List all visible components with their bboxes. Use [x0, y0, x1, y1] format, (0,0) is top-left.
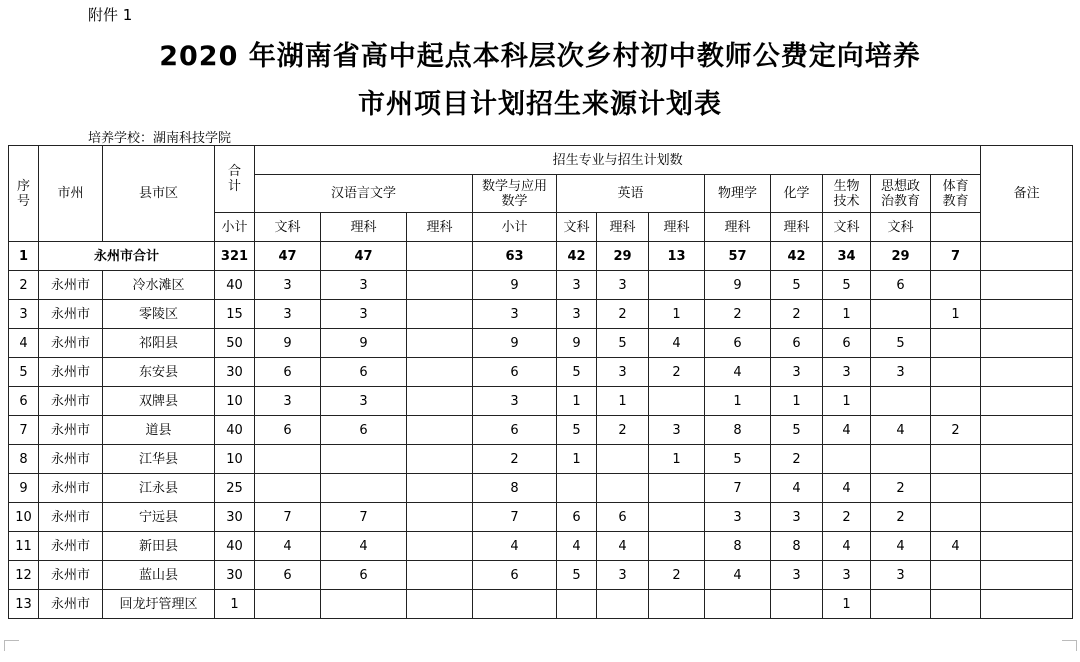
header-chinese-science: 理科	[321, 213, 407, 242]
row-cell: 6	[321, 416, 407, 445]
row-cell: 6	[705, 329, 771, 358]
row-cell: 3	[255, 271, 321, 300]
row-cell: 6	[597, 503, 649, 532]
row-cell: 1	[649, 445, 705, 474]
total-cell: 321	[215, 242, 255, 271]
header-pe-arts: 文科	[871, 213, 931, 242]
row-cell: 3	[771, 358, 823, 387]
row-cell	[705, 590, 771, 619]
row-cell: 3	[321, 387, 407, 416]
row-cell	[981, 329, 1073, 358]
header-english: 英语	[557, 175, 705, 213]
total-cell: 47	[255, 242, 321, 271]
row-cell: 9	[705, 271, 771, 300]
row-cell	[255, 474, 321, 503]
row-cell: 8	[473, 474, 557, 503]
total-cell: 29	[871, 242, 931, 271]
row-cell: 1	[705, 387, 771, 416]
row-cell: 2	[597, 416, 649, 445]
header-remark: 备注	[981, 146, 1073, 242]
row-county: 宁远县	[103, 503, 215, 532]
school-label: 培养学校：湖南科技学院	[88, 131, 232, 146]
row-cell	[931, 358, 981, 387]
row-cell: 3	[823, 561, 871, 590]
row-cell: 4	[557, 532, 597, 561]
row-cell: 5	[871, 329, 931, 358]
header-english-science: 理科	[597, 213, 649, 242]
row-cell	[981, 532, 1073, 561]
page-corner-mark	[1062, 640, 1077, 651]
row-cell	[871, 300, 931, 329]
row-cell: 30	[215, 561, 255, 590]
total-cell: 7	[931, 242, 981, 271]
row-cell: 4	[255, 532, 321, 561]
row-cell: 10	[215, 445, 255, 474]
header-chinese-arts: 文科	[255, 213, 321, 242]
total-label: 永州市合计	[39, 242, 215, 271]
total-cell: 34	[823, 242, 871, 271]
row-cell	[597, 445, 649, 474]
row-cell	[823, 445, 871, 474]
table-row	[9, 590, 1073, 619]
row-cell: 4	[823, 474, 871, 503]
row-city: 永州市	[39, 532, 103, 561]
row-cell: 5	[557, 358, 597, 387]
header-city: 市州	[39, 146, 103, 242]
header-biology: 生物技术	[823, 175, 871, 213]
row-cell: 7	[705, 474, 771, 503]
row-cell	[407, 271, 473, 300]
header-majors-group: 招生专业与招生计划数	[255, 146, 981, 175]
table-row	[9, 445, 1073, 474]
row-cell: 1	[597, 387, 649, 416]
row-cell: 30	[215, 358, 255, 387]
total-row	[9, 242, 1073, 271]
row-cell	[981, 416, 1073, 445]
row-cell: 6	[255, 416, 321, 445]
row-cell: 6	[771, 329, 823, 358]
row-cell: 4	[473, 532, 557, 561]
row-city: 永州市	[39, 445, 103, 474]
total-cell: 29	[597, 242, 649, 271]
row-city: 永州市	[39, 590, 103, 619]
row-cell: 6	[557, 503, 597, 532]
enrollment-plan-table	[8, 145, 1073, 619]
document-title-line1: 2020 年湖南省高中起点本科层次乡村初中教师公费定向培养	[159, 41, 921, 72]
header-physics: 物理学	[705, 175, 771, 213]
table-row	[9, 474, 1073, 503]
row-county: 双牌县	[103, 387, 215, 416]
row-cell	[981, 271, 1073, 300]
row-cell: 1	[931, 300, 981, 329]
table-row	[9, 416, 1073, 445]
row-cell: 2	[649, 561, 705, 590]
row-cell	[649, 271, 705, 300]
row-county: 江永县	[103, 474, 215, 503]
row-seq: 6	[9, 387, 39, 416]
row-cell: 4	[771, 474, 823, 503]
row-cell: 3	[597, 561, 649, 590]
row-cell	[649, 474, 705, 503]
header-math: 数学与应用数学	[473, 175, 557, 213]
row-cell: 2	[473, 445, 557, 474]
row-cell: 2	[871, 474, 931, 503]
row-cell	[649, 503, 705, 532]
row-cell: 3	[771, 503, 823, 532]
row-cell	[931, 445, 981, 474]
row-county: 祁阳县	[103, 329, 215, 358]
row-cell: 9	[473, 271, 557, 300]
row-cell: 4	[705, 358, 771, 387]
row-cell	[407, 416, 473, 445]
row-cell	[871, 590, 931, 619]
row-city: 永州市	[39, 416, 103, 445]
row-cell: 15	[215, 300, 255, 329]
row-cell: 3	[473, 387, 557, 416]
row-cell	[871, 387, 931, 416]
row-cell	[931, 474, 981, 503]
table-row	[9, 503, 1073, 532]
table-row	[9, 358, 1073, 387]
row-cell	[771, 590, 823, 619]
row-cell: 3	[597, 271, 649, 300]
total-cell: 57	[705, 242, 771, 271]
row-cell: 6	[321, 358, 407, 387]
row-seq: 3	[9, 300, 39, 329]
row-cell: 4	[931, 532, 981, 561]
header-english-arts: 文科	[557, 213, 597, 242]
row-cell: 4	[597, 532, 649, 561]
row-cell	[597, 474, 649, 503]
row-seq: 11	[9, 532, 39, 561]
table-row	[9, 300, 1073, 329]
row-seq: 4	[9, 329, 39, 358]
row-cell: 6	[871, 271, 931, 300]
row-cell: 7	[473, 503, 557, 532]
total-cell: 13	[649, 242, 705, 271]
row-cell	[931, 387, 981, 416]
row-cell: 5	[771, 271, 823, 300]
row-cell: 9	[321, 329, 407, 358]
row-cell: 2	[771, 445, 823, 474]
table-row	[9, 271, 1073, 300]
header-chemistry-science: 理科	[705, 213, 771, 242]
row-cell	[321, 445, 407, 474]
row-cell: 3	[705, 503, 771, 532]
row-cell: 5	[823, 271, 871, 300]
header-total: 合计	[215, 146, 255, 213]
row-cell: 2	[823, 503, 871, 532]
row-cell	[981, 300, 1073, 329]
row-cell: 7	[321, 503, 407, 532]
header-row-1	[9, 146, 1073, 175]
row-cell: 10	[215, 387, 255, 416]
row-cell: 4	[649, 329, 705, 358]
header-chinese: 汉语言文学	[255, 175, 473, 213]
row-cell: 3	[321, 300, 407, 329]
row-cell	[981, 474, 1073, 503]
row-cell: 3	[557, 271, 597, 300]
row-cell: 2	[705, 300, 771, 329]
row-cell: 1	[649, 300, 705, 329]
row-cell: 3	[597, 358, 649, 387]
row-county: 回龙圩管理区	[103, 590, 215, 619]
table-row	[9, 561, 1073, 590]
row-county: 蓝山县	[103, 561, 215, 590]
row-county: 江华县	[103, 445, 215, 474]
row-seq: 10	[9, 503, 39, 532]
row-cell: 2	[871, 503, 931, 532]
row-cell	[407, 532, 473, 561]
row-cell: 5	[705, 445, 771, 474]
row-cell	[649, 532, 705, 561]
row-cell: 2	[597, 300, 649, 329]
row-cell: 6	[823, 329, 871, 358]
row-county: 冷水滩区	[103, 271, 215, 300]
row-cell	[407, 387, 473, 416]
row-cell	[931, 590, 981, 619]
row-cell: 3	[473, 300, 557, 329]
row-cell	[407, 503, 473, 532]
row-county: 新田县	[103, 532, 215, 561]
row-seq: 7	[9, 416, 39, 445]
row-city: 永州市	[39, 503, 103, 532]
row-cell: 40	[215, 271, 255, 300]
row-seq: 9	[9, 474, 39, 503]
row-cell: 5	[597, 329, 649, 358]
row-cell	[407, 300, 473, 329]
row-cell: 25	[215, 474, 255, 503]
row-cell: 9	[255, 329, 321, 358]
total-cell: 42	[557, 242, 597, 271]
row-cell	[597, 590, 649, 619]
header-county: 县市区	[103, 146, 215, 242]
attachment-label: 附件 1	[88, 6, 133, 24]
header-biology-science: 理科	[771, 213, 823, 242]
header-pe: 体育教育	[931, 175, 981, 213]
total-cell	[407, 242, 473, 271]
row-cell: 3	[255, 387, 321, 416]
row-cell: 6	[473, 416, 557, 445]
row-seq: 2	[9, 271, 39, 300]
row-cell: 3	[321, 271, 407, 300]
row-cell: 4	[871, 416, 931, 445]
row-city: 永州市	[39, 561, 103, 590]
total-cell	[981, 242, 1073, 271]
row-cell: 1	[557, 445, 597, 474]
row-cell	[473, 590, 557, 619]
row-cell	[557, 590, 597, 619]
row-cell	[407, 590, 473, 619]
header-math-science: 理科	[407, 213, 473, 242]
row-cell	[931, 503, 981, 532]
row-cell	[931, 329, 981, 358]
row-cell	[931, 271, 981, 300]
header-chemistry: 化学	[771, 175, 823, 213]
table-row	[9, 532, 1073, 561]
row-cell: 3	[871, 561, 931, 590]
row-cell: 40	[215, 416, 255, 445]
row-cell: 3	[871, 358, 931, 387]
row-cell: 4	[823, 416, 871, 445]
row-cell	[407, 474, 473, 503]
row-county: 零陵区	[103, 300, 215, 329]
row-cell	[981, 503, 1073, 532]
row-cell	[407, 561, 473, 590]
row-cell	[649, 387, 705, 416]
row-city: 永州市	[39, 387, 103, 416]
row-cell	[407, 329, 473, 358]
row-cell	[255, 445, 321, 474]
row-cell: 5	[557, 561, 597, 590]
row-cell: 1	[557, 387, 597, 416]
row-cell: 8	[705, 532, 771, 561]
row-cell: 8	[705, 416, 771, 445]
row-city: 永州市	[39, 474, 103, 503]
row-cell: 8	[771, 532, 823, 561]
row-cell	[557, 474, 597, 503]
row-cell	[255, 590, 321, 619]
total-seq: 1	[9, 242, 39, 271]
row-cell: 3	[557, 300, 597, 329]
row-seq: 8	[9, 445, 39, 474]
row-cell: 3	[255, 300, 321, 329]
header-chinese-subtotal: 小计	[215, 213, 255, 242]
row-seq: 12	[9, 561, 39, 590]
row-cell: 4	[705, 561, 771, 590]
row-cell: 7	[255, 503, 321, 532]
row-cell: 6	[255, 358, 321, 387]
row-cell	[321, 474, 407, 503]
row-cell: 9	[473, 329, 557, 358]
header-seq: 序号	[9, 146, 39, 242]
row-cell	[981, 445, 1073, 474]
row-cell	[981, 387, 1073, 416]
row-seq: 5	[9, 358, 39, 387]
row-city: 永州市	[39, 358, 103, 387]
row-cell	[871, 445, 931, 474]
row-cell	[981, 358, 1073, 387]
row-cell	[649, 590, 705, 619]
row-cell	[981, 590, 1073, 619]
row-cell	[407, 445, 473, 474]
row-city: 永州市	[39, 329, 103, 358]
row-cell: 4	[871, 532, 931, 561]
row-cell: 4	[321, 532, 407, 561]
page-corner-mark	[4, 640, 19, 651]
document-title-line2: 市州项目计划招生来源计划表	[358, 89, 722, 120]
total-cell: 47	[321, 242, 407, 271]
row-county: 东安县	[103, 358, 215, 387]
row-cell	[981, 561, 1073, 590]
row-cell: 6	[473, 358, 557, 387]
row-cell: 6	[321, 561, 407, 590]
row-cell: 9	[557, 329, 597, 358]
row-cell: 50	[215, 329, 255, 358]
row-cell: 5	[557, 416, 597, 445]
row-cell: 3	[823, 358, 871, 387]
header-politics: 思想政治教育	[871, 175, 931, 213]
row-cell: 2	[771, 300, 823, 329]
row-cell: 4	[823, 532, 871, 561]
header-english-subtotal: 小计	[473, 213, 557, 242]
row-cell: 1	[771, 387, 823, 416]
total-cell: 63	[473, 242, 557, 271]
table-row	[9, 387, 1073, 416]
row-cell: 1	[823, 387, 871, 416]
row-cell: 1	[215, 590, 255, 619]
row-seq: 13	[9, 590, 39, 619]
header-physics-science: 理科	[649, 213, 705, 242]
header-politics-arts: 文科	[823, 213, 871, 242]
table-row	[9, 329, 1073, 358]
row-city: 永州市	[39, 271, 103, 300]
row-cell	[931, 561, 981, 590]
row-cell: 6	[473, 561, 557, 590]
row-cell: 2	[931, 416, 981, 445]
row-cell	[321, 590, 407, 619]
row-cell: 1	[823, 300, 871, 329]
row-cell: 5	[771, 416, 823, 445]
row-cell: 3	[649, 416, 705, 445]
row-cell: 2	[649, 358, 705, 387]
row-cell: 6	[255, 561, 321, 590]
row-cell	[407, 358, 473, 387]
row-cell: 30	[215, 503, 255, 532]
row-city: 永州市	[39, 300, 103, 329]
row-county: 道县	[103, 416, 215, 445]
row-cell: 3	[771, 561, 823, 590]
row-cell: 40	[215, 532, 255, 561]
row-cell: 1	[823, 590, 871, 619]
total-cell: 42	[771, 242, 823, 271]
